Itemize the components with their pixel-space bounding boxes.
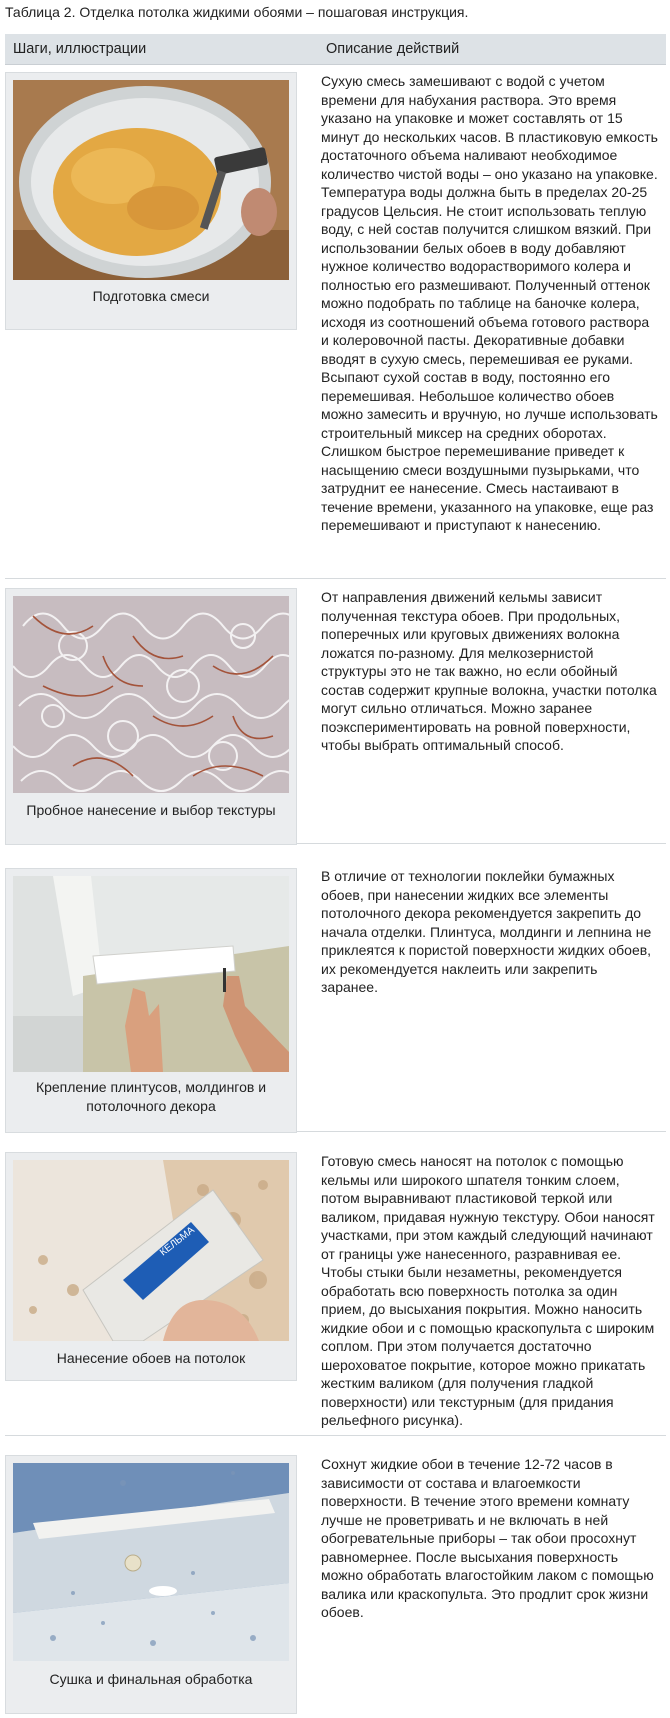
- step-card: [5, 868, 297, 1133]
- step-description: В отличие от технологии поклейки бумажных обоев, при нанесении жидких все элементы потолочного декора рекомендуется закрепить до начала отделки. Плинтуса, молдинги и лепнина не приклеятся к пористой поверхности жидких обоев, их рекомендуется наклеить или закрепить заранее.: [321, 868, 652, 995]
- trowel-application-photo: [13, 1160, 289, 1341]
- header-steps: Шаги, иллюстрации: [13, 41, 147, 57]
- table-header: [5, 34, 666, 65]
- step-label: Крепление плинтусов, молдингов и потолочного декора: [35, 1079, 267, 1114]
- step-description: Сохнут жидкие обои в течение 12-72 часов в зависимости от состава и влагоемкости поверхности. В течение этого времени комнату лучше не проветривать и не включать в ней обогревательные приборы – так обои просохнут равномернее. После высыхания поверхность можно обработать влагостойким лаком с помощью валика или краскопульта. Это продлит срок жизни обоев.: [321, 1456, 654, 1620]
- step-card: [5, 588, 297, 845]
- step-card: [5, 72, 297, 330]
- step-card: [5, 1455, 297, 1714]
- step-description: Готовую смесь наносят на потолок с помощью кельмы или широкого шпателя тонким слоем, потом выравнивают пластиковой теркой или валиком, придавая нужную текстуру. Обои наносят участками, при этом каждый следующий начинают от границы уже нанесенного, разравнивая ее. Чтобы стыки были незаметны, рекомендуется обработать всю поверхность потолка за один прием, до высыхания покрытия. Можно наносить жидкие обои и с помощью краскопульта с широким соплом. При этом получается достаточно шероховатое покрытие, которое можно прикатать жестким валиком (для получения гладкой поверхности) или текстурным (для придания рельефного рисунка).: [321, 1153, 655, 1428]
- mixing-bowl-photo: [13, 80, 289, 280]
- step-label: Нанесение обоев на потолок: [56, 1350, 246, 1366]
- ceiling-molding-photo: [13, 876, 289, 1072]
- step-card: [5, 1152, 297, 1381]
- header-description: Описание действий: [326, 41, 460, 57]
- step-label: Пробное нанесение и выбор текстуры: [26, 802, 276, 818]
- step-description: От направления движений кельмы зависит полученная текстура обоев. При продольных, поперечных или круговых движениях волокна ложатся по-разному. Для мелкозернистой структуры это не так важно, но если обойный состав содержит крупные волокна, участки потолка могут сильно отличаться. Можно заранее поэкспериментировать на ровной поверхности, чтобы выбрать оптимальный способ.: [321, 589, 657, 753]
- step-label: Подготовка смеси: [92, 288, 210, 304]
- finished-ceiling-photo: [13, 1463, 289, 1661]
- step-label: Сушка и финальная обработка: [49, 1671, 253, 1687]
- trowel-text: КЕЛЬМА: [158, 1224, 197, 1259]
- table-caption: Таблица 2. Отделка потолка жидкими обоями – пошаговая инструкция.: [5, 4, 469, 20]
- step-description: Сухую смесь замешивают с водой с учетом времени для набухания раствора. Это время указано на упаковке и может составлять от 15 минут до нескольких часов. В пластиковую емкость достаточного объема наливают необходимое количество чистой воды – оно указано на упаковке. Температура воды должна быть в пределах 20-25 градусов Цельсия. Не стоит использовать теплую воду, с ней состав получится слишком вязкий. При использовании белых обоев в воду добавляют нужное количество водорастворимого колера и полностью его размешивают. Полученный оттенок можно подобрать по таблице на баночке колера, исходя из соотношений объема готового раствора и колеровочной пасты. Декоративные добавки вводят в сухую смесь, перемешивая ее руками. Всыпают сухой состав в воду, постоянно его перемешивая. Небольшое количество обоев можно замесить и вручную, но лучше использовать строительный миксер на средних оборотах. Слишком быстрое перемешивание приведет к насыщению смеси воздушными пузырьками, что затруднит ее нанесение. Смесь настаивают в течение времени, указанного на упаковке, еще раз перемешивают и приступают к нанесению.: [321, 73, 658, 533]
- fiber-texture-photo: [13, 596, 289, 793]
